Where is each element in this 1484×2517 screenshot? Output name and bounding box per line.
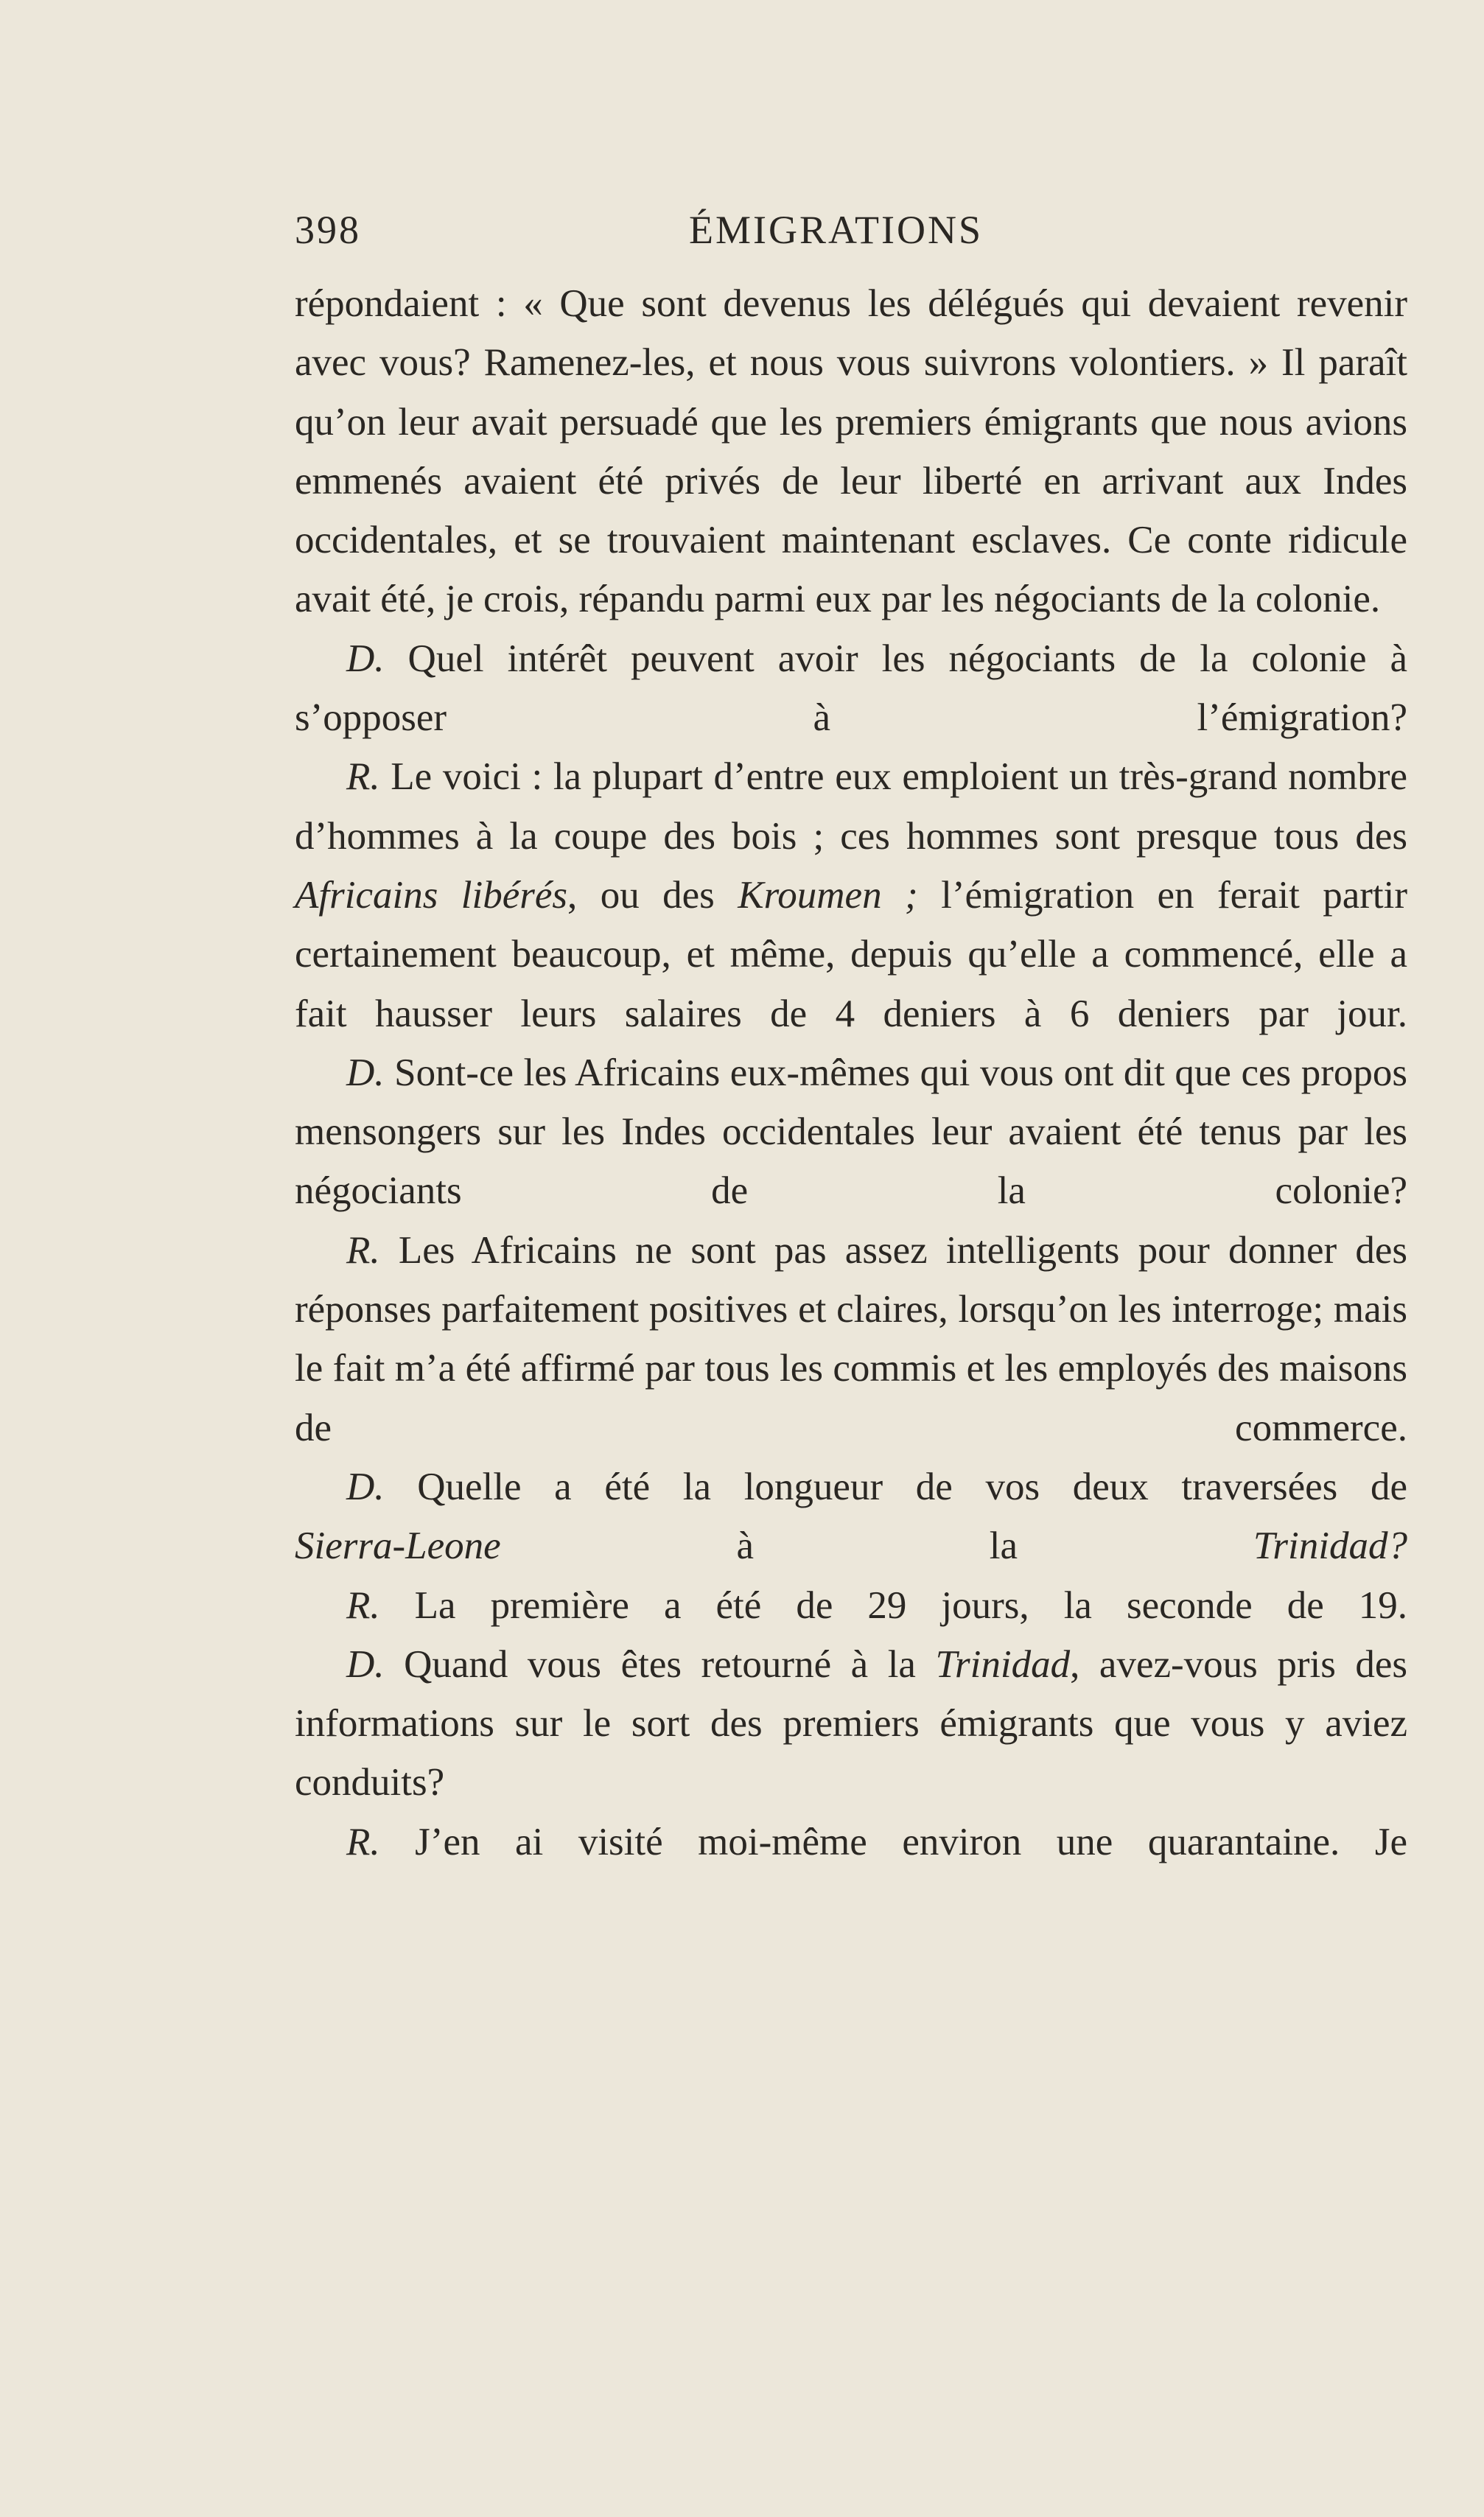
answer-text: l’émigration en ferait partir certainement beaucoup, et même, depuis qu’elle a commencé, elle a fait hausser leurs salaires de 4 deniers à 6 deniers par jour. xyxy=(295,873,1408,1035)
question-text: Quelle a été la longueur de vos deux traversées de xyxy=(417,1465,1407,1508)
speaker-d: D. xyxy=(346,1465,385,1508)
answer-text: J’en ai visité moi-même environ une quarantaine. Je xyxy=(415,1820,1407,1863)
speaker-r: R. xyxy=(346,1228,380,1272)
question-text: Sont-ce les Africains eux-mêmes qui vous ont dit que ces propos mensongers sur les Indes occidentales leur avaient été tenus par les négociants de la colonie? xyxy=(295,1051,1408,1213)
speaker-r: R. xyxy=(346,755,380,799)
paragraph-answer-continued xyxy=(295,274,1407,629)
question-text: , avez-vous pris des informations sur le sort des premiers émigrants que vous y aviez conduits? xyxy=(295,1642,1408,1804)
page-number: 398 xyxy=(295,208,361,252)
italic-term: Kroumen ; xyxy=(738,873,918,917)
speaker-r: R. xyxy=(346,1583,380,1627)
speaker-d: D. xyxy=(346,637,385,680)
answer-2 xyxy=(295,1221,1407,1457)
answer-text: Le voici : la plupart d’entre eux emploient un très-grand nombre d’hommes à la coupe des bois ; ces hommes sont presque tous des xyxy=(295,755,1408,858)
italic-place: Trinidad xyxy=(935,1642,1071,1686)
answer-1 xyxy=(295,747,1407,1043)
italic-term: Africains libérés xyxy=(295,873,568,917)
body-text xyxy=(295,274,1407,1872)
answer-text: , ou des xyxy=(567,873,715,917)
italic-place: Trinidad? xyxy=(1253,1524,1407,1568)
question-4 xyxy=(295,1635,1407,1813)
question-3 xyxy=(295,1457,1407,1576)
running-title: ÉMIGRATIONS xyxy=(689,208,984,252)
answer-text: La première a été de 29 jours, la seconde de 19. xyxy=(414,1583,1408,1627)
speaker-r: R. xyxy=(346,1820,380,1863)
question-2 xyxy=(295,1043,1407,1221)
speaker-d: D. xyxy=(346,1051,385,1094)
page-header xyxy=(295,200,1407,259)
question-text: à la xyxy=(736,1524,1018,1568)
answer-text: Les Africains ne sont pas assez intelligents pour donner des réponses parfaitement positives et claires, lorsqu’on les interroge; mais le fait m’a été affirmé par tous les commis et les employés des maisons de commerce. xyxy=(295,1228,1408,1449)
question-text: Quand vous êtes retourné à la xyxy=(404,1642,916,1686)
question-1 xyxy=(295,629,1407,748)
answer-4 xyxy=(295,1813,1407,1872)
question-text: Quel intérêt peuvent avoir les négociants de la colonie à s’opposer à l’émigration? xyxy=(295,637,1408,740)
answer-3 xyxy=(295,1576,1407,1635)
italic-place: Sierra-Leone xyxy=(295,1524,501,1568)
speaker-d: D. xyxy=(346,1642,385,1686)
paragraph-text: répondaient : « Que sont devenus les délégués qui devaient revenir avec vous? Ramenez-les, et nous vous suivrons volontiers. » Il paraît qu’on leur avait persuadé que les premiers émigrants que nous avions emmenés avaient été privés de leur liberté en arrivant aux Indes occidentales, et se trouvaient maintenant esclaves. Ce conte ridicule avait été, je crois, répandu parmi eux par les négociants de la colonie. xyxy=(295,282,1407,621)
